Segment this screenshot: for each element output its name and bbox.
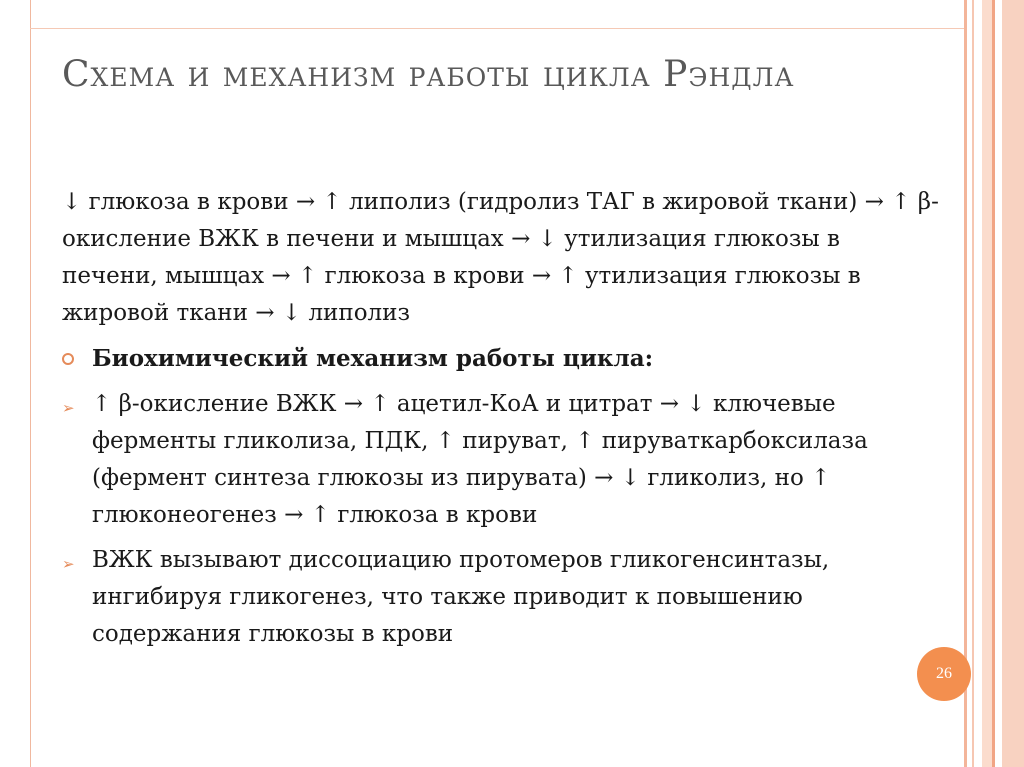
page-number-badge <box>917 647 971 701</box>
intro-paragraph: ↓ глюкоза в крови → ↑ липолиз (гидролиз ТАГ в жировой ткани) → ↑ β-окисление ВЖК в печени и мышцах → ↓ утилизация глюкозы в печени, мышцах → ↑ глюкоза в крови → ↑ утилизация глюкозы в жировой ткани → ↓ липолиз <box>62 189 939 326</box>
slide-content <box>62 184 942 653</box>
stripe <box>972 0 974 767</box>
stripe <box>992 0 995 767</box>
ring-bullet-icon <box>62 340 84 379</box>
list-item <box>62 386 942 534</box>
arrow-bullet-icon: ➢ <box>62 555 75 573</box>
stripe <box>982 0 992 767</box>
heading-bullet <box>62 340 942 378</box>
stripe <box>964 0 967 767</box>
page-number: 26 <box>936 665 952 682</box>
list-item-text: ВЖК вызывают диссоциацию протомеров гликогенсинтазы, ингибируя гликогенез, что также приводит к повышению содержания глюкозы в крови <box>92 547 830 647</box>
arrow-bullet-icon: ➢ <box>62 399 75 417</box>
list-item <box>62 542 942 653</box>
stripe <box>1002 0 1024 767</box>
top-frame-line <box>30 28 964 29</box>
heading-text: Биохимический механизм работы цикла: <box>92 345 654 372</box>
list-item-text: ↑ β-окисление ВЖК → ↑ ацетил-КоА и цитрат → ↓ ключевые ферменты гликолиза, ПДК, ↑ пируват, ↑ пируваткарбоксилаза (фермент синтеза глюкозы из пирувата) → ↓ гликолиз, но ↑ глюконеогенез → ↑ глюкоза в крови <box>92 391 868 528</box>
decorative-stripes <box>964 0 1024 767</box>
slide-title: Схема и механизм работы цикла Рэндла <box>62 54 795 95</box>
left-frame-line <box>30 0 31 767</box>
